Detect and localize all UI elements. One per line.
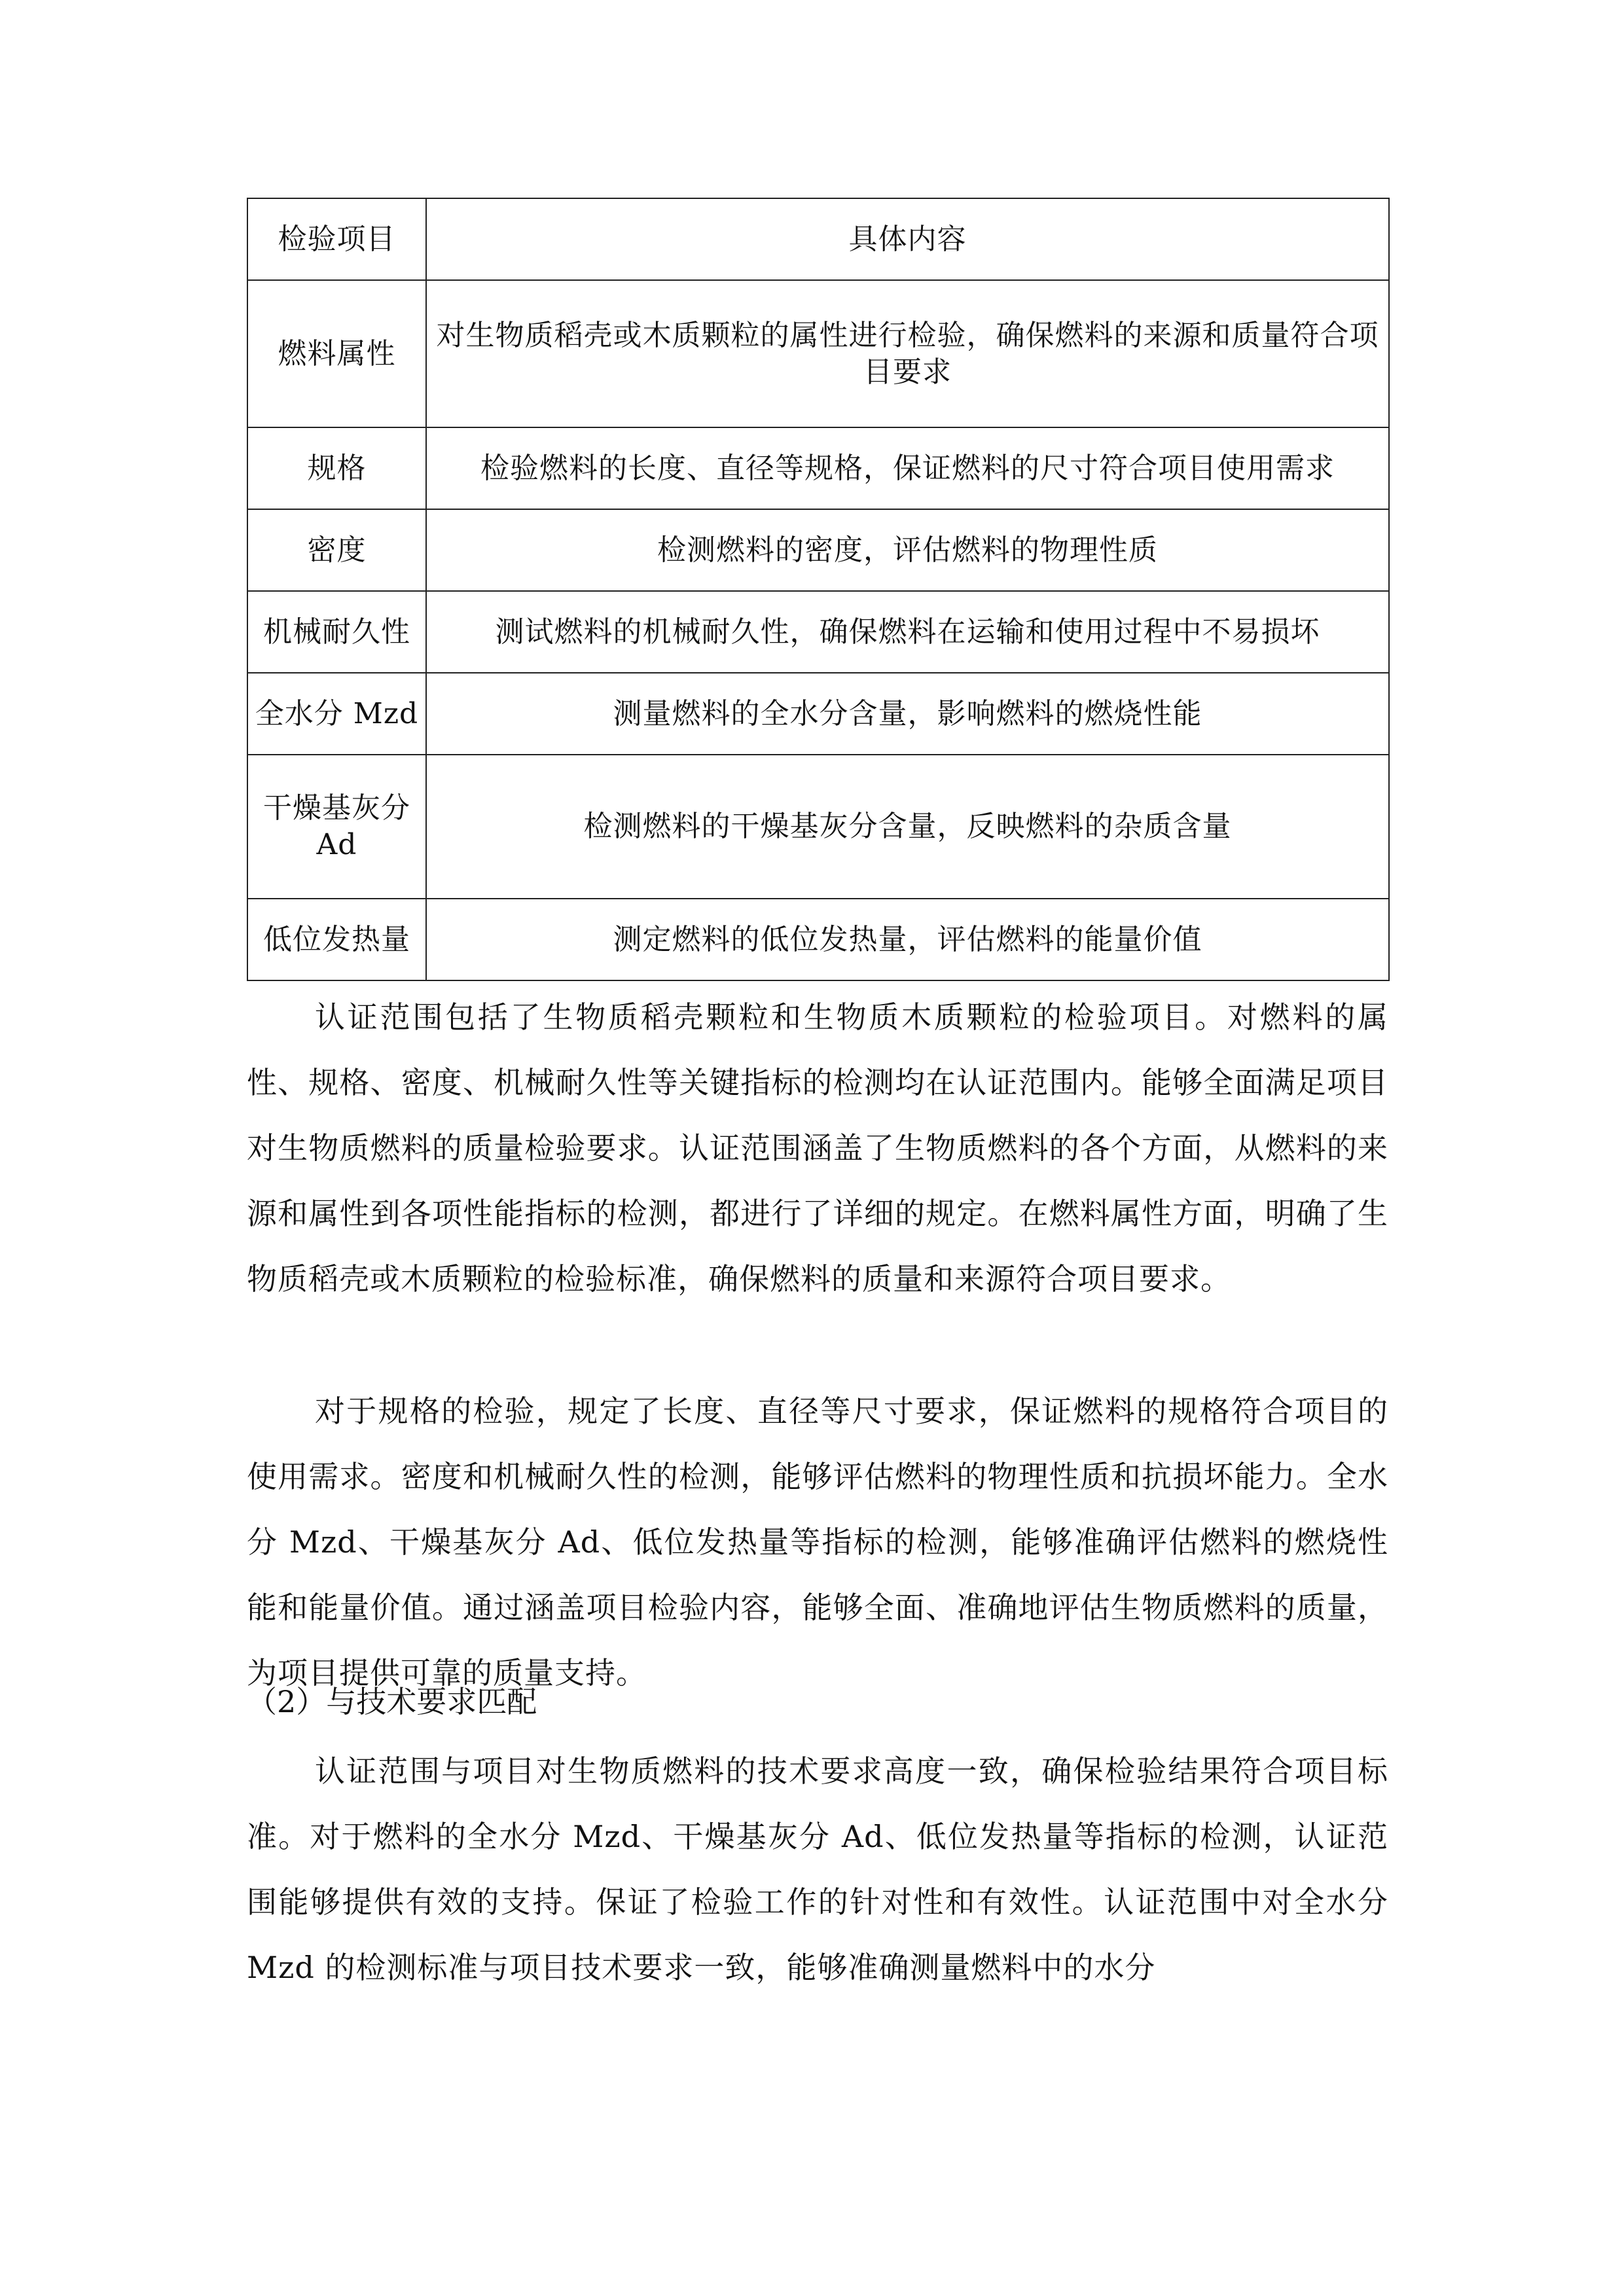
section-heading: （2）与技术要求匹配 [247, 1684, 537, 1719]
table-content-cell: 测试燃料的机械耐久性，确保燃料在运输和使用过程中不易损坏 [426, 591, 1389, 673]
table-row [247, 427, 1389, 509]
table-item-cell: 规格 [247, 427, 426, 509]
table-item-cell: 低位发热量 [247, 899, 426, 980]
inspection-items-table [247, 198, 1390, 981]
table-row [247, 591, 1389, 673]
table-content-cell: 检测燃料的干燥基灰分含量，反映燃料的杂质含量 [426, 755, 1389, 899]
table-header-cell: 检验项目 [247, 198, 426, 280]
table-row [247, 755, 1389, 899]
table-item-cell: 全水分 Mzd [247, 673, 426, 755]
body-paragraph: 认证范围与项目对生物质燃料的技术要求高度一致，确保检验结果符合项目标准。对于燃料的全水分 Mzd、干燥基灰分 Ad、低位发热量等指标的检测，认证范围能够提供有效的支持。保证了检验工作的针对性和有效性。认证范围中对全水分 Mzd 的检测标准与项目技术要求一致，能够准确测量燃料中的水分 [247, 1753, 1388, 1985]
table-content-cell: 检验燃料的长度、直径等规格，保证燃料的尺寸符合项目使用需求 [426, 427, 1389, 509]
table-row [247, 899, 1389, 980]
table-item-cell: 燃料属性 [247, 280, 426, 427]
body-paragraph: 认证范围包括了生物质稻壳颗粒和生物质木质颗粒的检验项目。对燃料的属性、规格、密度、机械耐久性等关键指标的检测均在认证范围内。能够全面满足项目对生物质燃料的质量检验要求。认证范围涵盖了生物质燃料的各个方面，从燃料的来源和属性到各项性能指标的检测，都进行了详细的规定。在燃料属性方面，明确了生物质稻壳或木质颗粒的检验标准，确保燃料的质量和来源符合项目要求。 [247, 999, 1388, 1297]
table-row [247, 280, 1389, 427]
body-paragraph-3-block [247, 1738, 1388, 2000]
body-paragraph: 对于规格的检验，规定了长度、直径等尺寸要求，保证燃料的规格符合项目的使用需求。密度和机械耐久性的检测，能够评估燃料的物理性质和抗损坏能力。全水分 Mzd、干燥基灰分 Ad、低位发热量等指标的检测，能够准确评估燃料的燃烧性能和能量价值。通过涵盖项目检验内容，能够全面、准确地评估生物质燃料的质量，为项目提供可靠的质量支持。 [247, 1393, 1388, 1691]
body-paragraph-1-block [247, 984, 1388, 1312]
table-item-cell: 机械耐久性 [247, 591, 426, 673]
table-header-cell: 具体内容 [426, 198, 1389, 280]
table-content-cell: 测定燃料的低位发热量，评估燃料的能量价值 [426, 899, 1389, 980]
table-content-cell: 测量燃料的全水分含量，影响燃料的燃烧性能 [426, 673, 1389, 755]
table-row [247, 509, 1389, 591]
body-paragraph-2-block [247, 1378, 1388, 1706]
table-header-row [247, 198, 1389, 280]
table-content-cell: 对生物质稻壳或木质颗粒的属性进行检验，确保燃料的来源和质量符合项目要求 [426, 280, 1389, 427]
table-row [247, 673, 1389, 755]
table-item-cell: 密度 [247, 509, 426, 591]
table-content-cell: 检测燃料的密度，评估燃料的物理性质 [426, 509, 1389, 591]
table-item-cell: 干燥基灰分 Ad [247, 755, 426, 899]
